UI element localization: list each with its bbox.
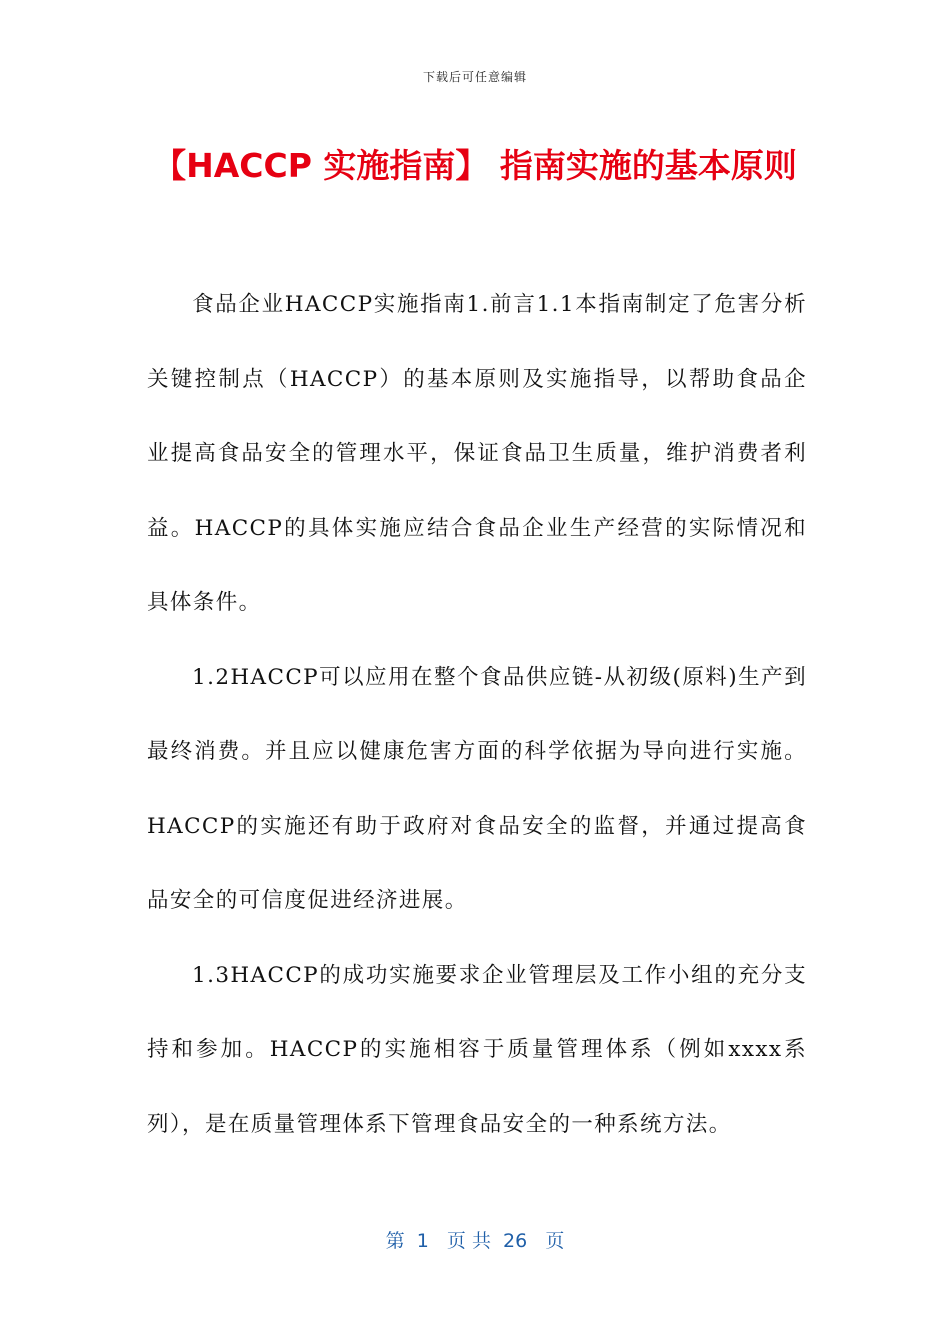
- document-title: 【HACCP 实施指南】 指南实施的基本原则: [153, 146, 797, 185]
- paragraph: 1.3HACCP的成功实施要求企业管理层及工作小组的充分支持和参加。HACCP的实施相容于质量管理体系（例如xxxx系列），是在质量管理体系下管理食品安全的一种系统方法。: [147, 962, 807, 1137]
- page-number-footer: 第 1 页 共 26 页: [385, 1230, 565, 1252]
- header-note: 下载后可任意编辑: [422, 70, 527, 84]
- document-body: [147, 268, 807, 1162]
- paragraph: 食品企业HACCP实施指南1.前言1.1本指南制定了危害分析关键控制点（HACCP）的基本原则及实施指导，以帮助食品企业提高食品安全的管理水平，保证食品卫生质量，维护消费者利益。HACCP的具体实施应结合食品企业生产经营的实际情况和具体条件。: [147, 292, 807, 615]
- paragraph: 1.2HACCP可以应用在整个食品供应链-从初级(原料)生产到最终消费。并且应以健康危害方面的科学依据为导向进行实施。HACCP的实施还有助于政府对食品安全的监督，并通过提高食品安全的可信度促进经济进展。: [147, 664, 807, 913]
